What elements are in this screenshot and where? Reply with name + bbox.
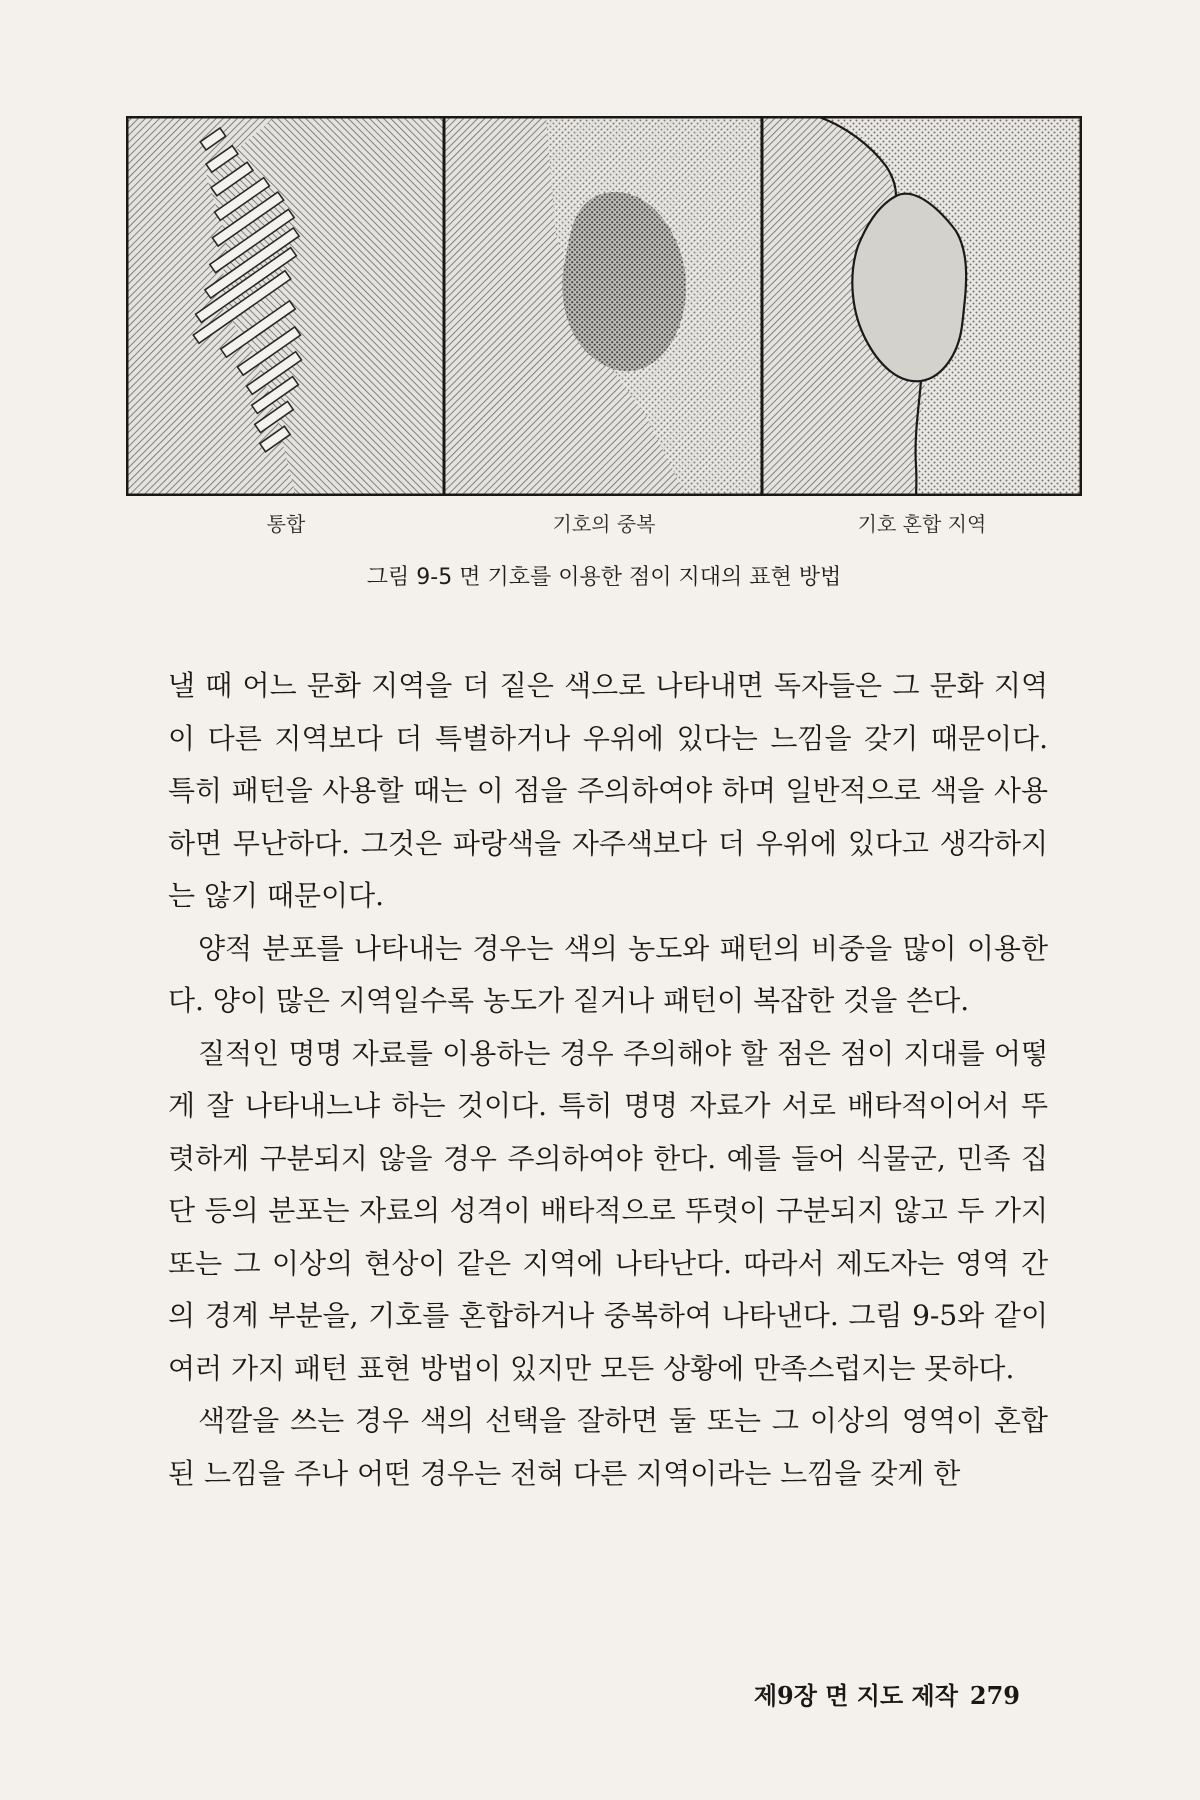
panel-caption: 기호 혼합 지역 (857, 512, 987, 536)
figure-panel-captions (126, 508, 1082, 544)
panel-caption: 통합 (266, 512, 306, 536)
page-footer (600, 1676, 1020, 1711)
page-number: 279 (969, 1681, 1020, 1710)
panel-caption: 기호의 중복 (552, 512, 656, 536)
paragraph: 낼 때 어느 문화 지역을 더 짙은 색으로 나타내면 독자들은 그 문화 지역이 다른 지역보다 더 특별하거나 우위에 있다는 느낌을 갖기 때문이다. 특히 패턴을 사용할 때는 이 점을 주의하여야 하며 일반적으로 색을 사용하면 무난하다. 그것은 파랑색을 자주색보다 더 우위에 있다고 생각하지는 않기 때문이다. (168, 669, 1048, 912)
paragraph: 양적 분포를 나타내는 경우는 색의 농도와 패턴의 비중을 많이 이용한다. 양이 많은 지역일수록 농도가 짙거나 패턴이 복잡한 것을 쓴다. (168, 931, 1048, 1017)
panel-integration (126, 116, 444, 496)
figure-illustration (126, 116, 1082, 496)
panel-overlap (444, 116, 762, 496)
paragraph: 질적인 명명 자료를 이용하는 경우 주의해야 할 점은 점이 지대를 어떻게 잘 나타내느냐 하는 것이다. 특히 명명 자료가 서로 배타적이어서 뚜렷하게 구분되지 않을 경우 주의하여야 한다. 예를 들어 식물군, 민족 집단 등의 분포는 자료의 성격이 배타적으로 뚜렷이 구분되지 않고 두 가지 또는 그 이상의 현상이 같은 지역에 나타난다. 따라서 제도자는 영역 간의 경계 부분을, 기호를 혼합하거나 중복하여 나타낸다. 그림 9-5와 같이 여러 가지 패턴 표현 방법이 있지만 모든 상황에 만족스럽지는 못하다. (168, 1036, 1048, 1385)
chapter-title: 제9장 면 지도 제작 (753, 1681, 958, 1710)
figure-title: 그림 9-5 면 기호를 이용한 점이 지대의 표현 방법 (366, 565, 842, 590)
panel-mixed (762, 116, 1082, 496)
body-text (168, 660, 1048, 1500)
paragraph: 색깔을 쓰는 경우 색의 선택을 잘하면 둘 또는 그 이상의 영역이 혼합된 느낌을 주나 어떤 경우는 전혀 다른 지역이라는 느낌을 갖게 한 (168, 1404, 1048, 1490)
figure-9-5 (126, 116, 1082, 496)
